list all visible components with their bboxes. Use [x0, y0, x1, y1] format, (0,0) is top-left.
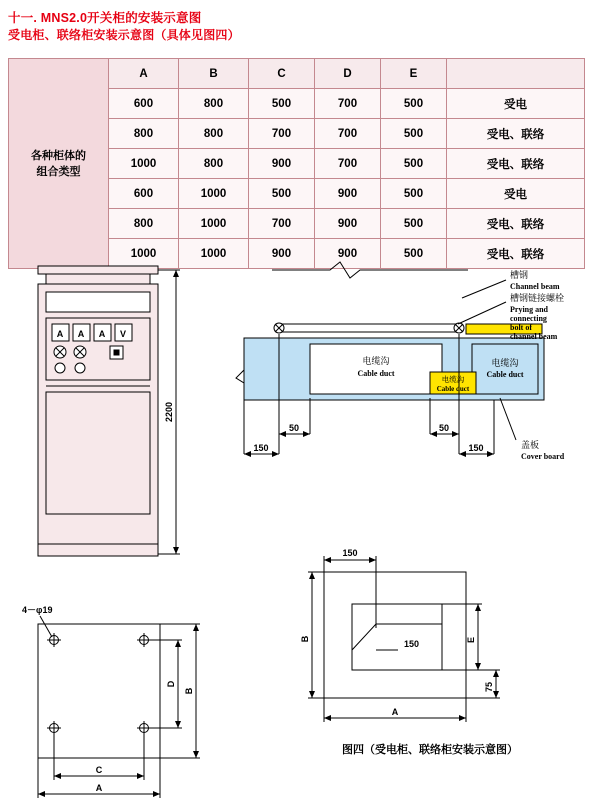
cell-b: 800	[179, 119, 249, 149]
table-col-header-a: A	[109, 59, 179, 89]
meter-label-1: A	[56, 329, 64, 339]
page-title-line2: 受电柜、联络柜安装示意图（具体见图四）	[8, 28, 240, 42]
annotation-bolt-en-4: channel beam	[510, 332, 558, 341]
figure-caption: 图四（受电柜、联络柜安装示意图）	[342, 744, 518, 756]
cable-duct-label-en: Cable duct	[357, 369, 395, 378]
cell-e: 500	[381, 89, 447, 119]
detail-dim-b: B	[300, 635, 310, 643]
dim-b-label: B	[184, 687, 194, 695]
cell-c: 700	[249, 119, 315, 149]
cell-d: 900	[315, 209, 381, 239]
dim-d-label: D	[166, 680, 176, 688]
table-col-header-e: E	[381, 59, 447, 89]
detail-dim-150-inner: 150	[404, 639, 420, 649]
cell-d: 700	[315, 119, 381, 149]
cell-c: 900	[249, 239, 315, 269]
cell-e: 500	[381, 149, 447, 179]
cell-a: 1000	[109, 239, 179, 269]
dim-150-right: 150	[468, 443, 484, 453]
cell-c: 500	[249, 179, 315, 209]
plan-view	[38, 616, 200, 798]
dim-50-left: 50	[288, 423, 300, 433]
annotation-bolt-en-1: Prying and	[510, 305, 549, 314]
dim-50-right: 50	[438, 423, 450, 433]
cable-duct-small-label-cn: 电缆沟	[441, 375, 465, 384]
meter-label-2: A	[77, 329, 85, 339]
dim-a-label: A	[95, 783, 103, 793]
cable-duct-small-label-en: Cable duct	[436, 385, 470, 393]
cell-b: 1000	[179, 239, 249, 269]
table-col-header-d: D	[315, 59, 381, 89]
cell-b: 1000	[179, 209, 249, 239]
detail-dim-75: 75	[484, 681, 494, 693]
cell-e: 500	[381, 179, 447, 209]
cable-duct-label-cn: 电缆沟	[362, 356, 390, 366]
meter-label-3: A	[98, 329, 106, 339]
cell-a: 800	[109, 119, 179, 149]
cable-duct-right-label-en: Cable duct	[486, 370, 524, 379]
annotation-bolt-cn: 槽钢链接螺栓	[510, 293, 565, 303]
cell-e: 500	[381, 119, 447, 149]
table-col-header-b: B	[179, 59, 249, 89]
page-title-line1: 十一. MNS2.0开关柜的安装示意图	[8, 11, 202, 25]
dim-c-label: C	[95, 765, 103, 775]
table-header-row	[9, 59, 585, 89]
annotation-cover-board-cn: 盖板	[521, 440, 540, 450]
cell-note: 受电	[447, 179, 585, 209]
cell-a: 600	[109, 89, 179, 119]
detail-view-labels	[300, 548, 494, 717]
cell-note: 受电、联络	[447, 149, 585, 179]
meter-label-4: V	[119, 329, 127, 339]
cable-duct-right-label-cn: 电缆沟	[491, 358, 519, 368]
cell-e: 500	[381, 239, 447, 269]
cell-e: 500	[381, 209, 447, 239]
table-row-label-line1: 各种柜体的	[31, 149, 86, 162]
cell-note: 受电	[447, 89, 585, 119]
annotation-channel-beam-cn: 槽钢	[510, 270, 529, 280]
cell-c: 700	[249, 209, 315, 239]
drawing-area	[0, 258, 600, 806]
annotation-channel-beam-en: Channel beam	[510, 282, 560, 291]
cabinet-elevation	[38, 266, 158, 556]
annotation-bolt-en-3: bolt of	[510, 323, 532, 332]
dim-150-left: 150	[253, 443, 269, 453]
cell-a: 600	[109, 179, 179, 209]
engineering-drawing	[0, 258, 600, 806]
cell-c: 500	[249, 89, 315, 119]
detail-dim-e: E	[466, 636, 476, 644]
cell-d: 900	[315, 179, 381, 209]
cell-b: 1000	[179, 179, 249, 209]
cell-note: 受电、联络	[447, 239, 585, 269]
cell-b: 800	[179, 89, 249, 119]
annotation-bolt-en-2: connecting	[510, 314, 547, 323]
detail-dim-150-top: 150	[342, 548, 358, 558]
table-col-header-c: C	[249, 59, 315, 89]
cell-d: 900	[315, 239, 381, 269]
table-col-header-note	[447, 59, 585, 89]
cell-note: 受电、联络	[447, 119, 585, 149]
annotation-cover-board-en: Cover board	[521, 452, 565, 461]
cell-d: 700	[315, 89, 381, 119]
cell-c: 900	[249, 149, 315, 179]
cell-a: 800	[109, 209, 179, 239]
detail-dim-a: A	[391, 707, 399, 717]
page-title	[8, 10, 568, 43]
spec-table	[8, 58, 585, 269]
cell-a: 1000	[109, 149, 179, 179]
hole-label: 4－φ19	[22, 605, 53, 615]
table-row-label	[9, 59, 109, 269]
cell-b: 800	[179, 149, 249, 179]
table-row-label-line2: 组合类型	[36, 165, 81, 178]
cell-d: 700	[315, 149, 381, 179]
cabinet-height-label: 2200	[164, 401, 174, 423]
plan-view-labels	[22, 605, 194, 793]
cell-note: 受电、联络	[447, 209, 585, 239]
